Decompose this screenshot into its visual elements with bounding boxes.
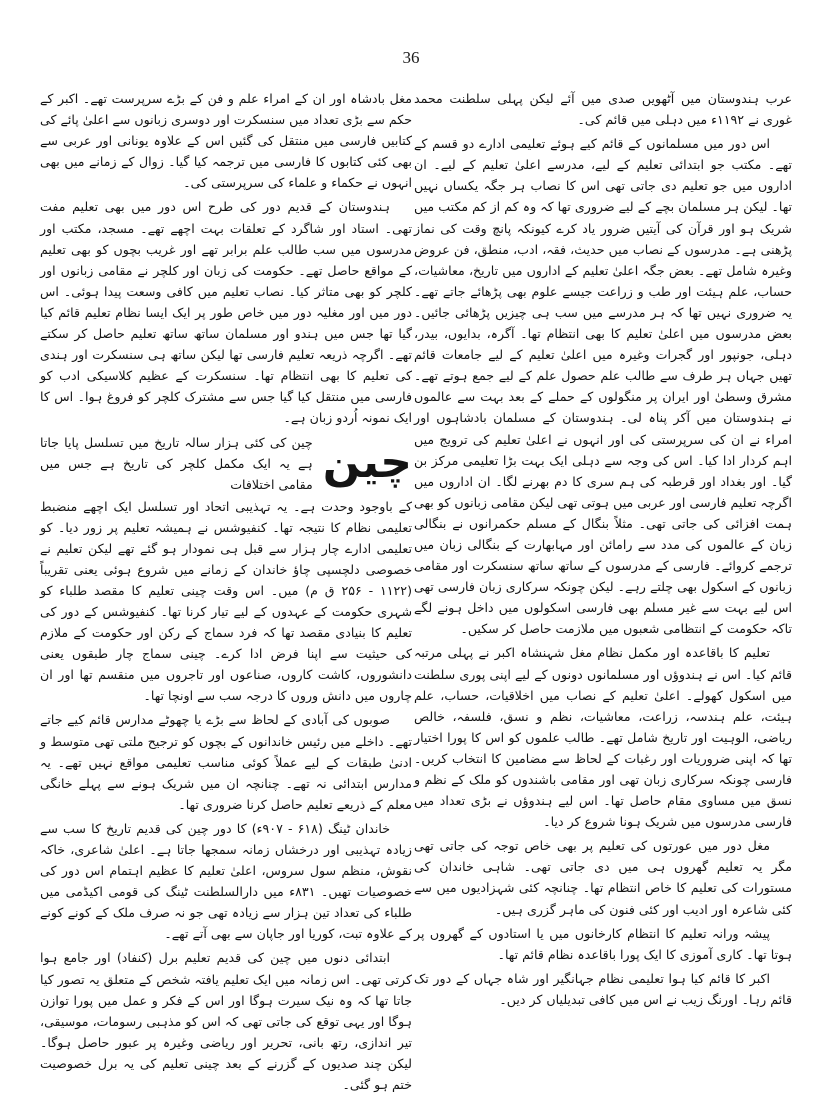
paragraph: اکبر کا قائم کیا ہوا تعلیمی نظام جہانگیر اور شاہ جہاں کے دور تک قائم رہا۔ اورنگ زیب نے اس میں کافی تبدیلیاں کر دیں۔ [414, 970, 792, 1007]
paragraph: تعلیم کا باقاعدہ اور مکمل نظام مغل شہنشاہ اکبر نے پہلی مرتبہ قائم کیا۔ اس نے ہندوؤں اور مسلمانوں دونوں کے لیے اپنی پوری سلطنت میں اسکول کھولے۔ اعلیٰ تعلیم کے نصاب میں اخلاقیات، حساب، علم ہیئت، علم ہندسہ، زراعت، معاشیات، نظم و نسق، فلسفہ، خالص ریاضی، الوہیت اور تاریخ شامل تھے۔ طالب علموں کو اس کا پورا اختیار تھا کہ اپنی ضروریات اور رغبات کے لحاظ سے مضامین کا انتخاب کریں۔ فارسی چونکہ سرکاری زبان تھی اور مقامی باشندوں کو ملک کے نظم و نسق میں مساوی مقام حاصل تھا۔ اس لیے ہندوؤں نے بڑی تعداد میں فارسی مدرسوں میں شریک ہونا شروع کر دیا۔ [414, 645, 792, 830]
china-heading: چین [322, 437, 412, 488]
paragraph: مغل دور میں عورتوں کی تعلیم پر بھی خاص توجہ کی جاتی تھی مگر یہ تعلیم گھروں ہی میں دی جاتی تھی۔ شاہی خاندان کی مستورات کی تعلیم کا خاص انتظام تھا۔ چنانچہ کئی شہزادیوں میں سے کئی شاعرہ اور ادیب اور کئی فنون کی ماہر گزری ہیں۔ [414, 838, 792, 917]
china-heading-text: چین کی کئی ہزار سالہ تاریخ میں تسلسل پایا جاتا ہے یہ ایک مکمل کلچر کی تاریخ ہے جس میں مقامی اختلافات [40, 434, 313, 492]
paragraph: ابتدائی دنوں میں چین کی قدیم تعلیم برل (کنفاد) اور جامع ہوا کرتی تھی۔ اس زمانہ میں ایک تعلیم یافتہ شخص کے متعلق یہ تصور کیا جاتا تھا کہ وہ نیک سیرت ہوگا اور اس کے فکر و عمل میں پورا توازن ہوگا اور یہی توقع کی جاتی تھی کہ اس کو مذہبی رسومات، موسیقی، تیر اندازی، رتھ بانی، تحریر اور ریاضی وغیرہ پر عبور حاصل ہوگا۔ لیکن چند صدیوں کے گزرنے کے بعد چینی تعلیم کی یہ برل خصوصیت ختم ہو گئی۔ [40, 950, 412, 1093]
left-column [40, 88, 412, 1093]
right-column [414, 88, 792, 1062]
paragraph: عرب ہندوستان میں آٹھویں صدی میں آئے لیکن پہلی سلطنت محمد غوری نے ۱۱۹۲ء میں دہلی میں قائم کی۔ [414, 91, 792, 128]
paragraph: کے باوجود وحدت ہے۔ یہ تہذیبی اتحاد اور تسلسل ایک اچھے منضبط تعلیمی نظام کا نتیجہ تھا۔ کنفیوشس نے ہمیشہ تعلیم پر زور دیا۔ کو تعلیمی ادارے چار ہزار سے قبل ہی نمودار ہو گئے تھے لیکن تعلیم نے خصوصی دلچسپی چاؤ خاندان کے زمانے میں شروع ہوئی یعنی تقریباً (۱۱۲۲ - ۲۵۶ ق م) میں۔ اس وقت چینی تعلیم کا مقصد طلباء کو شہری حکومت کے عہدوں کے لیے تیار کرنا تھا۔ کنفیوشس کے دور کی تعلیم کا بنیادی مقصد تھا کہ فرد سماج کے رکن اور حکومت کے ملازم کی حیثیت سے اپنا فرض ادا کرے۔ چینی سماج چار طبقوں یعنی دانشوروں، کاشت کاروں، صناعوں اور تاجروں میں منقسم تھا اور ان چاروں میں دانش وروں کا درجہ سب سے اونچا تھا۔ [40, 498, 412, 704]
paragraph: پیشہ ورانہ تعلیم کا انتظام کارخانوں میں یا استادوں کے گھروں پر ہوتا تھا۔ کاری آموزی کا ایک پورا باقاعدہ نظام قائم تھا۔ [414, 925, 792, 962]
paragraph: مغل بادشاہ اور ان کے امراء علم و فن کے بڑے سرپرست تھے۔ اکبر کے حکم سے بڑی تعداد میں سنسکرت اور دوسری زبانوں سے اعلیٰ پائے کی کتابیں فارسی میں منتقل کی گئیں اس کے علاوہ یونانی اور عربی سے بھی کئی کتابوں کا فارسی میں ترجمہ کیا گیا۔ زوال کے زمانے میں بھی انہوں نے حکماء و علماء کی سرپرستی کی۔ [40, 91, 412, 191]
paragraph: خاندان ٹینگ (۶۱۸ - ۹۰۷ء) کا دور چین کی قدیم تاریخ کا سب سے زیادہ تہذیبی اور درخشاں زمانہ سمجھا جاتا ہے۔ اعلیٰ شاعری، خاکہ نقوش، منظم سول سروس، اعلیٰ تعلیم کا عظیم اہتمام اس دور کی خصوصیات تھیں۔ ۸۳۱ء میں دارالسلطنت ٹینگ کی قومی اکیڈمی میں طلباء کی تعداد تین ہزار سے زیادہ تھی جو نہ صرف ملک کے کونے کونے کے علاوہ تبت، کوریا اور جاپان سے بھی آتے تھے۔ [40, 820, 412, 942]
page-number: 36 [402, 48, 420, 67]
china-section-heading [40, 432, 412, 495]
paragraph: اس دور میں مسلمانوں کے قائم کیے ہوئے تعلیمی ادارے دو قسم کے تھے۔ مکتب جو ابتدائی تعلیم کے لیے، مدرسے اعلیٰ تعلیم کے لیے۔ ان اداروں میں جو تعلیم دی جاتی تھی اس کا نصاب ہر جگہ یکساں نہیں تھا۔ لیکن ہر مسلمان بچے کے لیے ضروری تھا کہ وہ کم از کم مکتب میں شریک ہو اور قرآن کی آیتیں ضرور یاد کرے کیونکہ پانچ وقت کی نماز پڑھنی ہے۔ مدرسوں کے نصاب میں حدیث، فقہ، ادب، منطق، فن عروض وغیرہ شامل تھے۔ بعض جگہ اعلیٰ تعلیم کے اداروں میں تاریخ، معاشیات، حساب، علم ہیئت اور طب و زراعت جیسے علوم بھی پڑھائے جاتے تھے۔ یہ ضروری نہیں تھا کہ ہر مدرسے میں سب ہی چیزیں پڑھائی جائیں۔ بعض مدرسوں میں اعلیٰ تعلیم کا بھی انتظام تھا۔ آگرہ، بدایوں، بیدر، دہلی، جونپور اور گجرات وغیرہ میں اعلیٰ تعلیم کے لیے جامعات قائم تھیں جہاں ہر طرف سے طالب علم حصول علم کے لیے جمع ہوتے تھے۔ مشرق وسطیٰ اور ایران پر منگولوں کے حملے کے بعد بہت سے عالموں نے ہندوستان میں آکر پناہ لی۔ ہندوستان کے مسلمان بادشاہوں اور امراء نے ان کی سرپرستی کی اور انہوں نے اعلیٰ تعلیم کی ترویج میں اہم کردار ادا کیا۔ اس کی وجہ سے دہلی ایک بہت بڑا تعلیمی مرکز بن گیا۔ اور بغداد اور قرطبہ کی ہم سری کا دم بھرنے لگا۔ ان اداروں میں اگرچہ تعلیم فارسی اور عربی میں ہوتی تھی لیکن مقامی زبانوں کو بھی ہمت افزائی کی جاتی تھی۔ مثلاً بنگال کے مسلم حکمرانوں نے بنگالی زبان کے عالموں کی مدد سے رامائن اور مہابھارت کے بنگالی زبان میں ترجمے کروائے۔ فارسی کے مدرسوں کے ساتھ ساتھ سنسکرت اور مقامی زبانوں کے اسکول بھی چلتے رہے۔ لیکن چونکہ سرکاری زبان فارسی تھی اس لیے بہت سے غیر مسلم بھی فارسی اسکولوں میں داخل ہونے لگے تاکہ حکومت کے انتظامی شعبوں میں ملازمت حاصل کر سکیں۔ [414, 136, 792, 637]
paragraph: صوبوں کی آبادی کے لحاظ سے بڑے یا چھوٹے مدارس قائم کیے جاتے تھے۔ داخلے میں رئیس خاندانوں کے بچوں کو ترجیح ملتی تھی متوسط و ادنیٰ طبقات کے لیے عملاً کوئی مناسب تعلیمی مواقع نہیں تھے۔ یہ مدارس ابتدائی نہ تھے۔ چنانچہ ان میں شریک ہونے سے پہلے خانگی معلم کے ذریعے تعلیم حاصل کرنا ضروری تھا۔ [40, 712, 412, 812]
paragraph: ہندوستان کے قدیم دور کی طرح اس دور میں بھی تعلیم مفت تھی۔ استاد اور شاگرد کے تعلقات بہت اچھے تھے۔ مسجد، مکتب اور مدرسوں میں سب طالب علم برابر تھے اور غریب بچوں کو بھی تعلیم کے مواقع حاصل تھے۔ حکومت کی زبان اور کلچر نے مقامی زبانوں اور کلچر کو بھی متاثر کیا۔ نصاب تعلیم میں کافی وسعت پیدا ہوئی۔ اس دور میں اور مغلیہ دور میں خاص طور پر ایک ایسا نظام تعلیم قائم کیا گیا تھا جس میں ہندو اور مسلمان ساتھ ساتھ تعلیم حاصل کر سکتے تھے۔ اگرچہ ذریعہ تعلیم فارسی تھا لیکن ساتھ ہی سنسکرت اور ہندی کی تعلیم کا بھی انتظام تھا۔ سنسکرت کے عظیم کلاسیکی ادب کو فارسی میں منتقل کیا گیا جس سے مشترک کلچر کو فروغ ہوا۔ اس کا ایک نمونہ اُردو زبان ہے۔ [40, 199, 412, 426]
